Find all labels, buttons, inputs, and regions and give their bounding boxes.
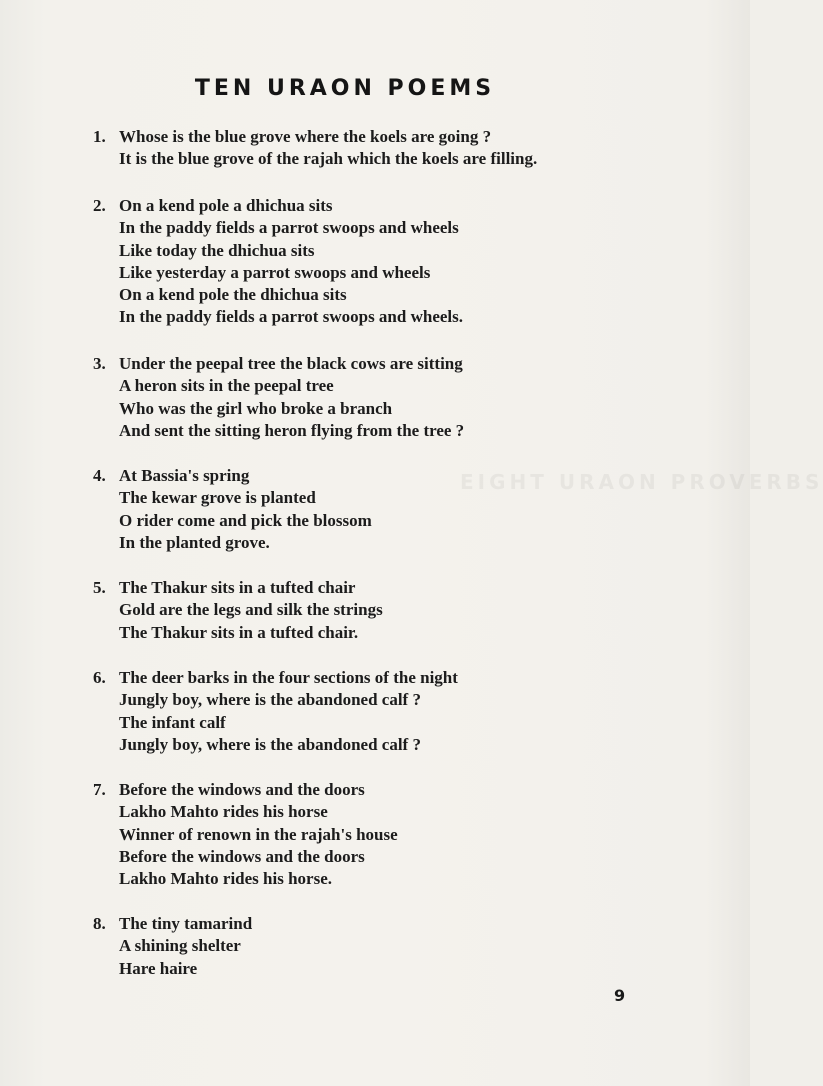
poem-line: Like yesterday a parrot swoops and wheels [119, 262, 431, 282]
page-title: TEN URAON POEMS [194, 76, 496, 101]
poem-line: Lakho Mahto rides his horse [119, 802, 328, 822]
poem-line: The kewar grove is planted [119, 488, 316, 508]
poem-line: A shining shelter [119, 936, 241, 956]
poem-line: It is the blue grove of the rajah which the koels are filling. [119, 149, 538, 169]
poem-line: Whose is the blue grove where the koels are going ? [119, 127, 492, 146]
poem-line: Like today the dhichua sits [119, 240, 315, 260]
poem-line: On a kend pole a dhichua sits [119, 196, 333, 215]
poem-line: In the planted grove. [119, 532, 270, 552]
poem-line: Gold are the legs and silk the strings [119, 600, 383, 620]
poem-line: Who was the girl who broke a branch [119, 398, 393, 418]
poem-7 [93, 779, 653, 890]
poem-line: Jungly boy, where is the abandoned calf ? [119, 734, 421, 754]
poem-line: The Thakur sits in a tufted chair. [119, 622, 359, 642]
poem-2 [93, 195, 653, 329]
poem-line: In the paddy fields a parrot swoops and wheels [119, 218, 459, 238]
poem-line: The infant calf [119, 712, 226, 732]
poem-line: And sent the sitting heron flying from the tree ? [119, 420, 465, 440]
poem-6 [93, 667, 653, 756]
poem-line: Winner of renown in the rajah's house [119, 824, 398, 844]
poem-line: At Bassia's spring [119, 466, 250, 485]
poem-number: 1. [93, 127, 106, 146]
poem-line: Before the windows and the doors [119, 780, 365, 799]
poem-line: The Thakur sits in a tufted chair [119, 578, 356, 597]
poem-line: O rider come and pick the blossom [119, 510, 372, 530]
poem-number: 6. [93, 668, 106, 687]
poem-1 [93, 126, 653, 171]
poem-line: A heron sits in the peepal tree [119, 376, 334, 396]
poem-number: 2. [93, 196, 106, 215]
poem-number: 8. [93, 914, 106, 933]
poem-number: 4. [93, 466, 106, 485]
poem-line: The tiny tamarind [119, 914, 253, 933]
poem-line: Lakho Mahto rides his horse. [119, 869, 332, 889]
page-number: 9 [614, 986, 626, 1005]
poem-8 [93, 913, 653, 980]
poem-3 [93, 353, 653, 442]
poem-4 [93, 465, 653, 554]
bleed-through-text: EIGHT URAON PROVERBS [460, 470, 823, 494]
poem-number: 3. [93, 354, 106, 373]
poem-line: Jungly boy, where is the abandoned calf ? [119, 690, 421, 710]
poem-5 [93, 577, 653, 644]
poem-line: In the paddy fields a parrot swoops and wheels. [119, 307, 464, 327]
poem-number: 5. [93, 578, 106, 597]
poem-number: 7. [93, 780, 106, 799]
poem-line: The deer barks in the four sections of the night [119, 668, 458, 687]
poem-line: Before the windows and the doors [119, 846, 365, 866]
poem-line: Under the peepal tree the black cows are sitting [119, 354, 463, 373]
poem-line: On a kend pole the dhichua sits [119, 285, 347, 305]
poem-line: Hare haire [119, 958, 198, 978]
